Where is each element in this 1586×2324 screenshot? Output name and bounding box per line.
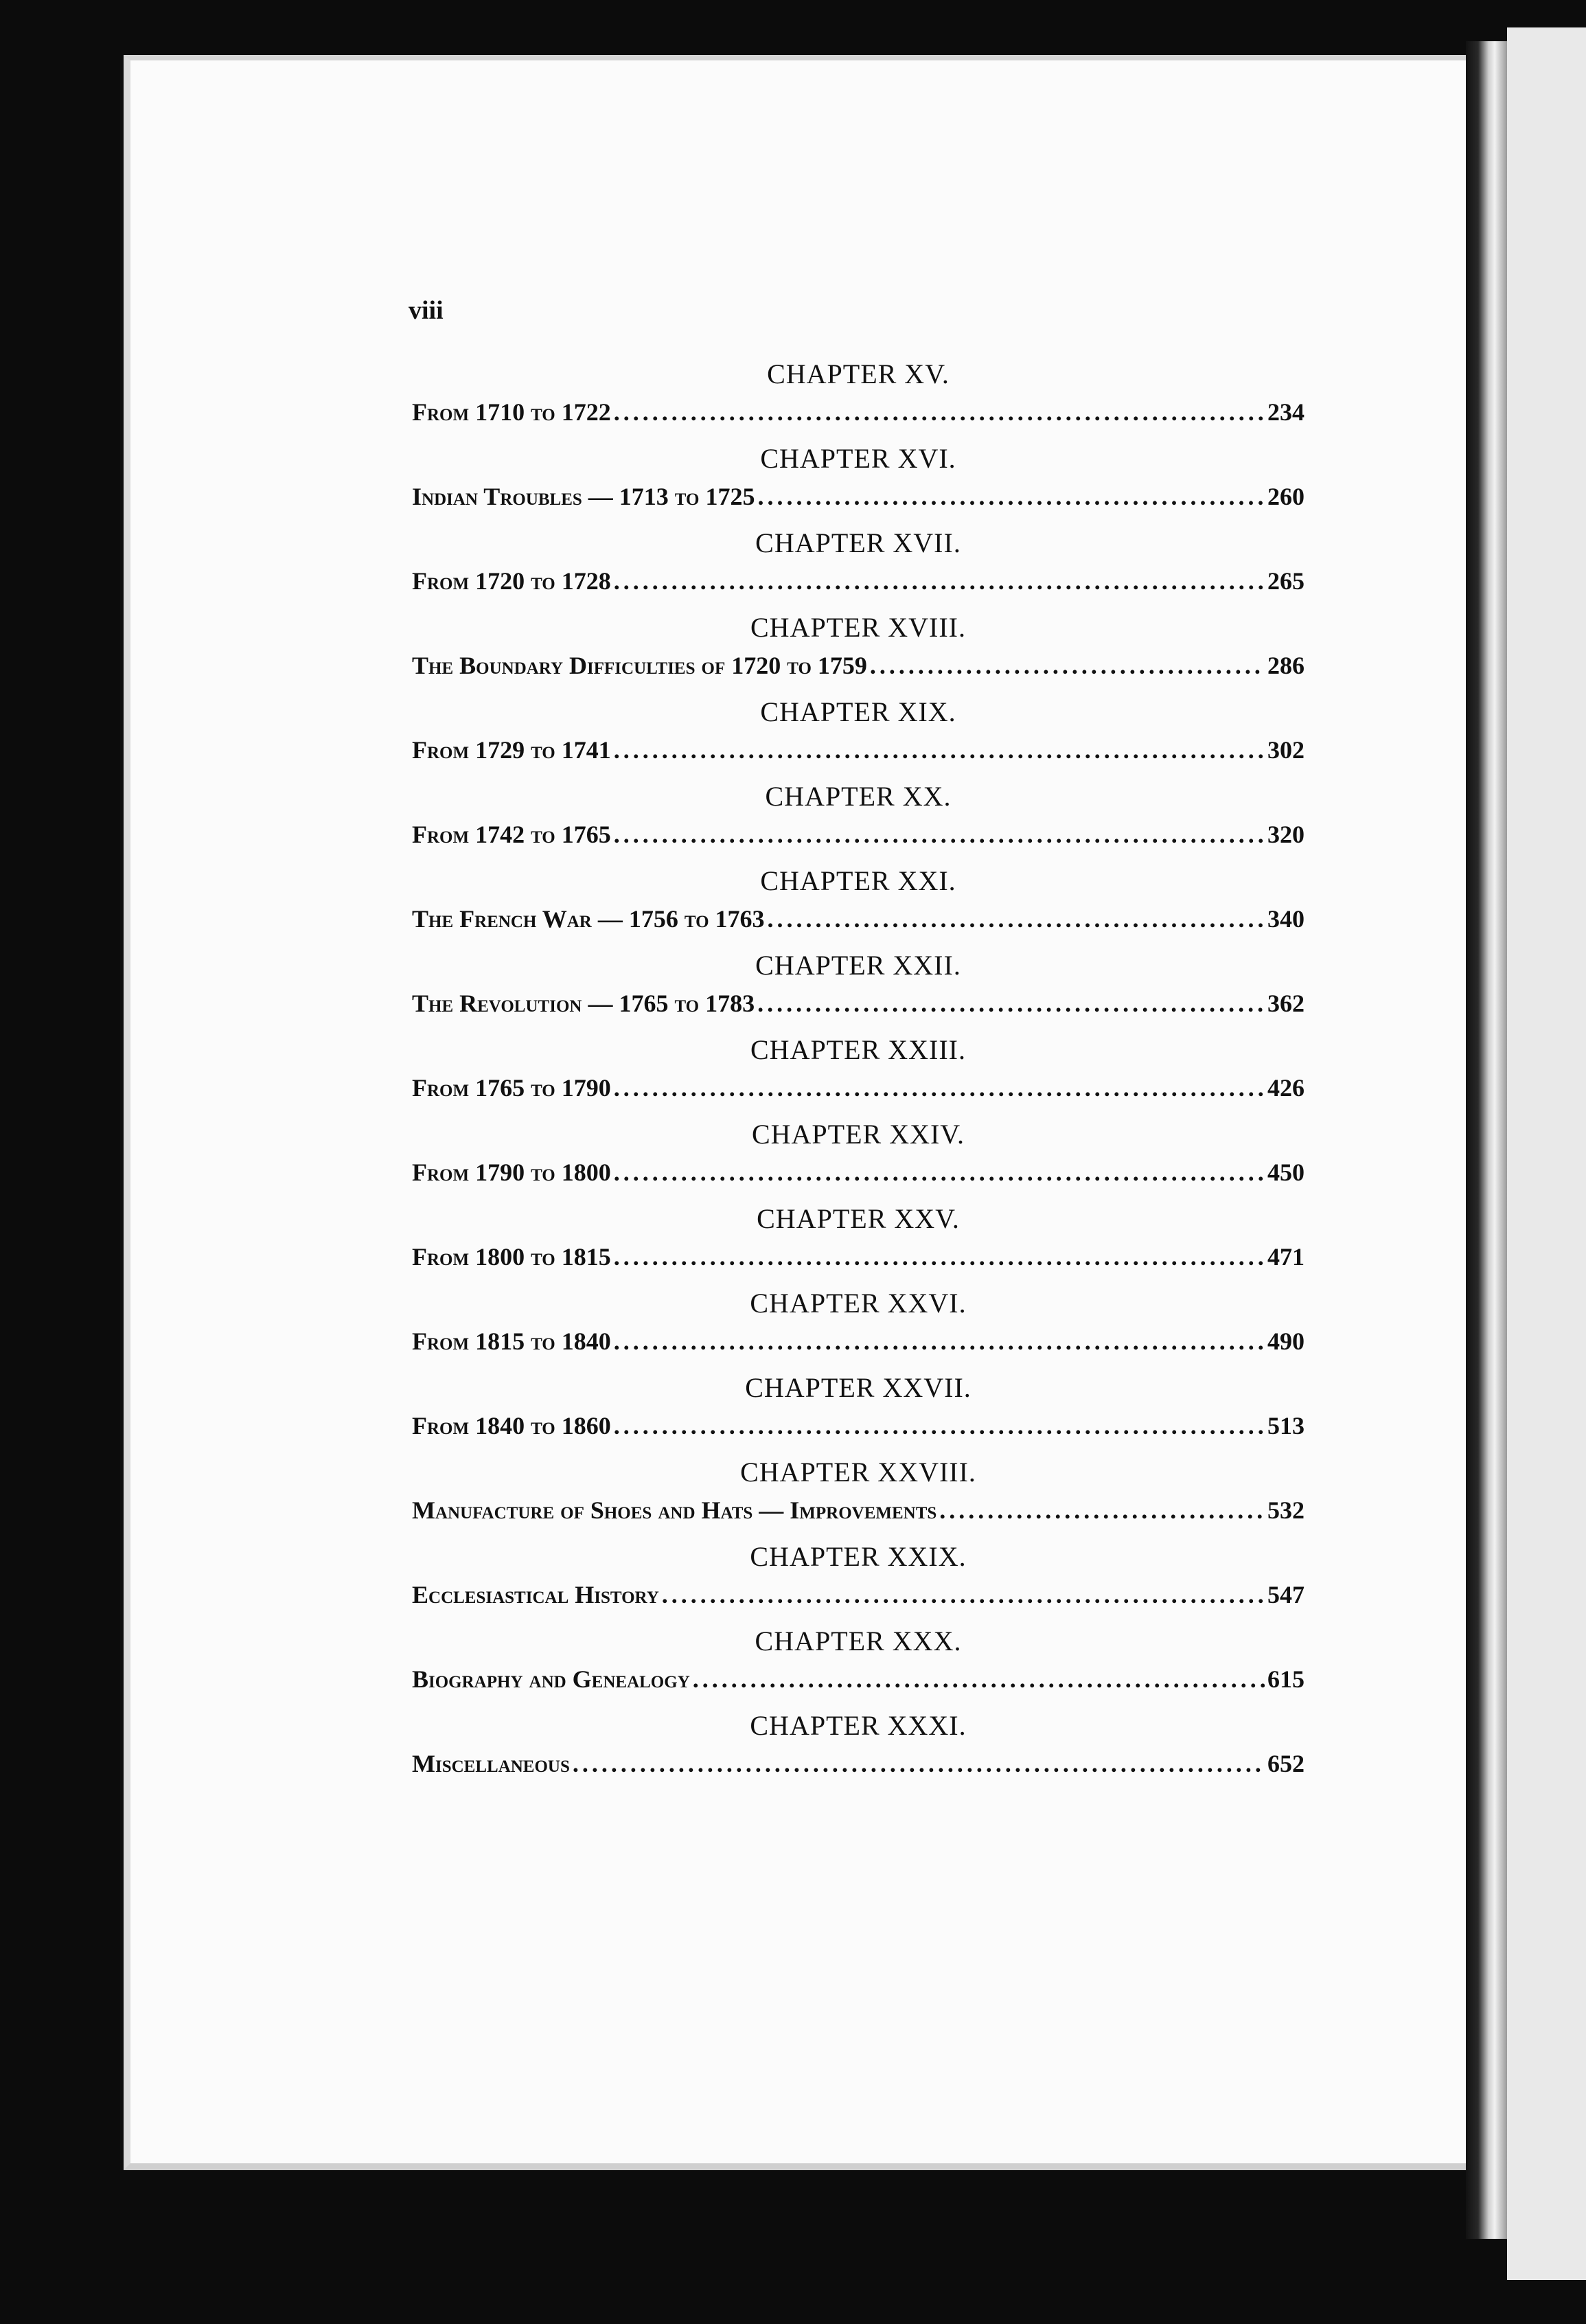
toc-entry — [412, 861, 1305, 945]
entry-page-number: 260 — [1267, 483, 1305, 510]
chapter-heading: CHAPTER XX. — [765, 781, 952, 812]
dot-leader — [614, 817, 1265, 852]
toc-line — [412, 817, 1305, 852]
chapter-heading: CHAPTER XVI. — [760, 443, 956, 474]
entry-page-number: 547 — [1267, 1581, 1305, 1608]
entry-page-number: 286 — [1267, 652, 1305, 679]
dot-leader — [614, 1155, 1265, 1189]
chapter-heading: CHAPTER XVII. — [755, 527, 961, 558]
dot-leader — [573, 1746, 1265, 1781]
toc-line — [412, 1493, 1305, 1527]
toc-line — [412, 564, 1305, 598]
chapter-heading: CHAPTER XVIII. — [750, 612, 966, 643]
dot-leader — [870, 648, 1265, 683]
entry-page-number: 320 — [1267, 821, 1305, 848]
dot-leader — [614, 564, 1265, 598]
toc-line — [412, 648, 1305, 683]
entry-page-number: 513 — [1267, 1412, 1305, 1439]
entry-page-number: 302 — [1267, 736, 1305, 764]
toc-entry — [412, 692, 1305, 776]
toc-entry — [412, 1114, 1305, 1198]
toc-entry — [412, 1283, 1305, 1367]
entry-title: From 1742 to 1765 — [412, 821, 611, 848]
toc-line — [412, 1409, 1305, 1443]
toc-line — [412, 1746, 1305, 1781]
dot-leader — [614, 1324, 1265, 1358]
entry-title: Ecclesiastical History — [412, 1581, 659, 1608]
dot-leader — [614, 1240, 1265, 1274]
chapter-heading: CHAPTER XIX. — [760, 696, 956, 727]
entry-page-number: 426 — [1267, 1074, 1305, 1102]
entry-title: The French War — 1756 to 1763 — [412, 905, 765, 933]
toc-line — [412, 1155, 1305, 1189]
dot-leader — [757, 479, 1265, 514]
toc-entry — [412, 1367, 1305, 1452]
entry-title: Miscellaneous — [412, 1750, 570, 1777]
entry-page-number: 490 — [1267, 1328, 1305, 1355]
toc-entry — [412, 1621, 1305, 1705]
toc-entry — [412, 1536, 1305, 1621]
toc-line — [412, 902, 1305, 936]
entry-title: From 1790 to 1800 — [412, 1159, 611, 1186]
dot-leader — [614, 1071, 1265, 1105]
entry-page-number: 340 — [1267, 905, 1305, 933]
toc-entry — [412, 776, 1305, 861]
toc-entry — [412, 607, 1305, 692]
entry-title: From 1765 to 1790 — [412, 1074, 611, 1102]
chapter-heading: CHAPTER XXIV. — [751, 1119, 965, 1150]
entry-page-number: 532 — [1267, 1496, 1305, 1524]
chapter-heading: CHAPTER XXVI. — [750, 1288, 967, 1319]
chapter-heading: CHAPTER XXV. — [757, 1203, 960, 1234]
chapter-heading: CHAPTER XXXI. — [750, 1710, 967, 1741]
page-number: viii — [409, 296, 444, 325]
table-of-contents — [412, 354, 1305, 1790]
entry-page-number: 615 — [1267, 1665, 1305, 1693]
toc-line — [412, 1071, 1305, 1105]
entry-page-number: 234 — [1267, 398, 1305, 426]
entry-page-number: 265 — [1267, 567, 1305, 595]
entry-title: The Revolution — 1765 to 1783 — [412, 990, 755, 1017]
toc-entry — [412, 1452, 1305, 1536]
entry-title: From 1800 to 1815 — [412, 1243, 611, 1271]
entry-title: From 1815 to 1840 — [412, 1328, 611, 1355]
chapter-heading: CHAPTER XXII. — [755, 950, 961, 981]
dot-leader — [768, 902, 1265, 936]
dot-leader — [757, 986, 1265, 1021]
entry-page-number: 471 — [1267, 1243, 1305, 1271]
entry-title: From 1720 to 1728 — [412, 567, 611, 595]
toc-line — [412, 479, 1305, 514]
book-gutter — [1466, 41, 1507, 2239]
toc-entry — [412, 945, 1305, 1029]
entry-title: The Boundary Difficulties of 1720 to 1759 — [412, 652, 867, 679]
toc-line — [412, 1577, 1305, 1612]
dot-leader — [614, 395, 1265, 429]
toc-entry — [412, 523, 1305, 607]
toc-line — [412, 1662, 1305, 1696]
entry-title: From 1729 to 1741 — [412, 736, 611, 764]
chapter-heading: CHAPTER XXVII. — [745, 1372, 972, 1403]
toc-entry — [412, 438, 1305, 523]
toc-entry — [412, 1198, 1305, 1283]
entry-title: From 1840 to 1860 — [412, 1412, 611, 1439]
toc-entry — [412, 1705, 1305, 1790]
entry-page-number: 362 — [1267, 990, 1305, 1017]
dot-leader — [662, 1577, 1265, 1612]
chapter-heading: CHAPTER XXX. — [755, 1626, 962, 1656]
dot-leader — [939, 1493, 1265, 1527]
chapter-heading: CHAPTER XXIX. — [750, 1541, 967, 1572]
toc-entry — [412, 354, 1305, 438]
entry-title: Biography and Genealogy — [412, 1665, 690, 1693]
chapter-heading: CHAPTER XXVIII. — [740, 1457, 976, 1488]
chapter-heading: CHAPTER XXI. — [760, 865, 956, 896]
toc-line — [412, 395, 1305, 429]
chapter-heading: CHAPTER XXIII. — [750, 1034, 966, 1065]
entry-title: Manufacture of Shoes and Hats — Improvements — [412, 1496, 937, 1524]
toc-entry — [412, 1029, 1305, 1114]
facing-page-edge — [1507, 27, 1586, 2280]
entry-title: From 1710 to 1722 — [412, 398, 611, 426]
toc-line — [412, 1240, 1305, 1274]
toc-line — [412, 1324, 1305, 1358]
entry-title: Indian Troubles — 1713 to 1725 — [412, 483, 755, 510]
entry-page-number: 450 — [1267, 1159, 1305, 1186]
toc-line — [412, 986, 1305, 1021]
dot-leader — [693, 1662, 1265, 1696]
dot-leader — [614, 733, 1265, 767]
dot-leader — [614, 1409, 1265, 1443]
toc-line — [412, 733, 1305, 767]
entry-page-number: 652 — [1267, 1750, 1305, 1777]
chapter-heading: CHAPTER XV. — [767, 358, 950, 389]
